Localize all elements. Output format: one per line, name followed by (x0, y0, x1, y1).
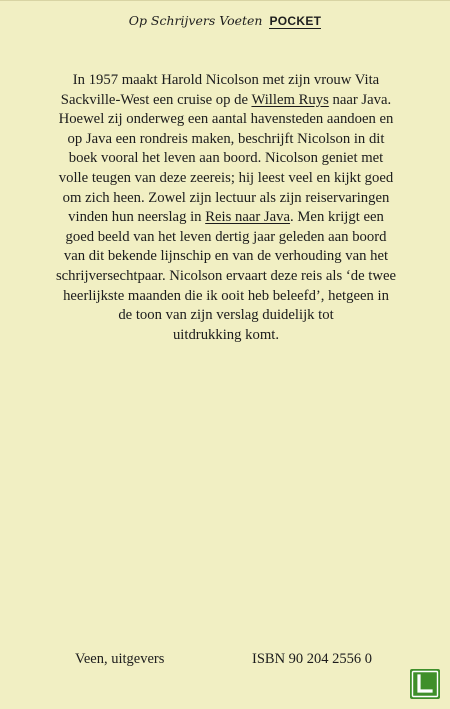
blurb-line: om zich heen. Zowel zijn lectuur als zijn reiservaringen (62, 189, 390, 206)
blurb-line: volle teugen van deze zeereis; hij leest veel en kijkt goed (58, 169, 394, 186)
blurb-line-part: . Men krijgt een (290, 209, 384, 226)
series-imprint: POCKET (269, 14, 322, 28)
isbn-number: ISBN 90 204 2556 0 (252, 651, 373, 667)
blurb-line: heerlijkste maanden die ik ooit heb beleefd’, hetgeen in (63, 287, 389, 304)
book-title: Reis naar Java (205, 209, 291, 226)
blurb-line-part: vinden hun neerslag in (68, 209, 206, 226)
blurb-text (52, 71, 400, 345)
blurb-line: In 1957 maakt Harold Nicolson met zijn vrouw Vita (72, 72, 380, 88)
blurb-line (52, 91, 400, 111)
lastdodo-stamp-icon (410, 669, 440, 699)
publisher-name: Veen, uitgevers (75, 651, 165, 667)
blurb-line: op Java een rondreis maken, beschrijft Nicolson in dit (67, 130, 385, 147)
blurb-line: goed beeld van het leven dertig jaar geleden aan boord (65, 228, 387, 245)
series-name: Op Schrijvers Voeten (128, 13, 263, 28)
blurb-line: boek vooral het leven aan boord. Nicolson geniet met (68, 150, 384, 167)
blurb-line (52, 208, 400, 228)
ship-name: Willem Ruys (251, 91, 329, 108)
blurb-line-part: naar Java. (328, 91, 392, 108)
blurb-line: Hoewel zij onderweg een aantal havensteden aandoen en (58, 111, 394, 128)
series-header (0, 13, 450, 28)
blurb-line: schrijversechtpaar. Nicolson ervaart deze reis als ‘de twee (55, 267, 397, 284)
blurb-line: uitdrukking komt. (172, 326, 280, 343)
blurb-line-part: Sackville-West een cruise op de (60, 91, 252, 108)
blurb-line: de toon van zijn verslag duidelijk tot (118, 307, 334, 324)
blurb-line: van dit bekende lijnschip en van de verhouding van het (63, 248, 389, 265)
